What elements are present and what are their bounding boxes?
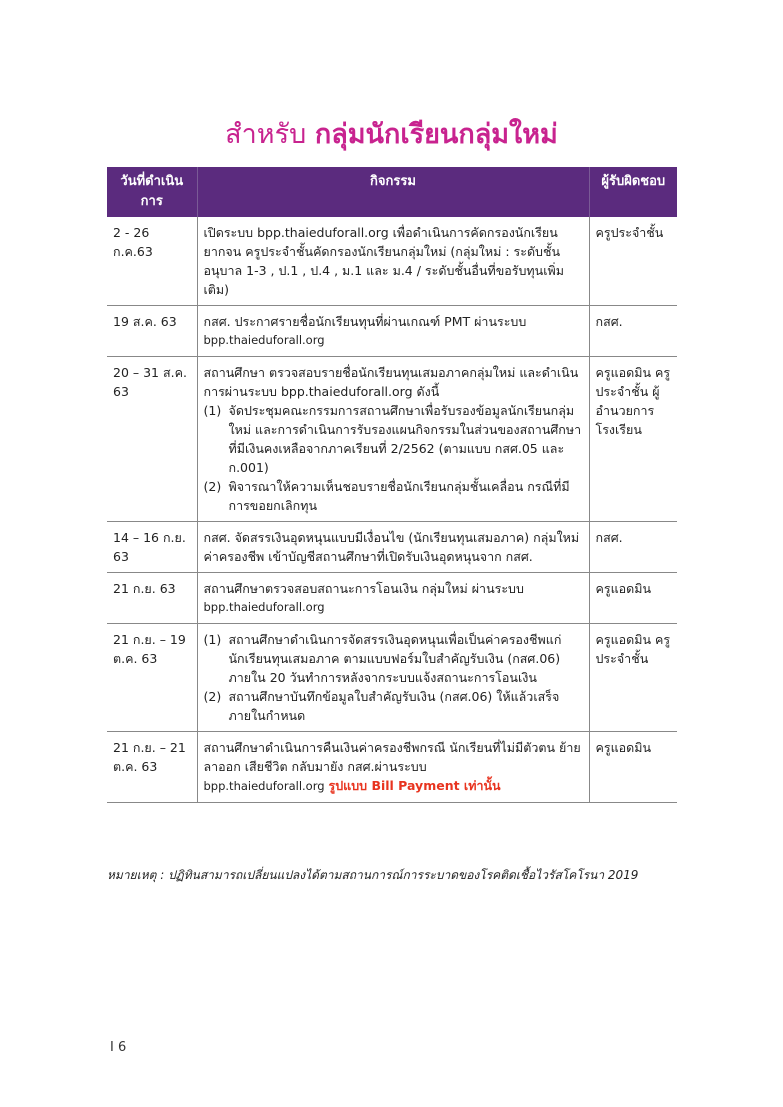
table-row bbox=[107, 624, 677, 732]
header-date: วันที่ดำเนินการ bbox=[107, 167, 197, 217]
activity-text: กสศ. ประกาศรายชื่อนักเรียนทุนที่ผ่านเกณฑ์ PMT ผ่านระบบ bbox=[203, 314, 527, 329]
row-date: 19 ส.ค. 63 bbox=[107, 306, 197, 357]
table-row bbox=[107, 306, 677, 357]
sub-item-text: สถานศึกษาบันทึกข้อมูลใบสำคัญรับเงิน (กสศ.06) ให้แล้วเสร็จภายในกำหนด bbox=[228, 689, 560, 723]
header-owner: ผู้รับผิดชอบ bbox=[589, 167, 677, 217]
sub-item-number: (1) bbox=[203, 403, 222, 418]
sub-item-text: พิจารณาให้ความเห็นชอบรายชื่อนักเรียนกลุ่มชั้นเคลื่อน กรณีที่มีการขอยกเลิกทุน bbox=[228, 479, 570, 513]
row-owner: ครูแอดมิน ครูประจำชั้น bbox=[589, 624, 677, 732]
row-date: 21 ก.ย. – 21 ต.ค. 63 bbox=[107, 732, 197, 803]
row-activity bbox=[197, 624, 589, 732]
activity-url: bpp.thaieduforall.org bbox=[203, 779, 325, 793]
sub-item-text: จัดประชุมคณะกรรมการสถานศึกษาเพื่อรับรองข้อมูลนักเรียนกลุ่มใหม่ และการดำเนินการรับรองแผนกิจกรรมในส่วนของสถานศึกษาที่มีเงินคงเหลือจากภาคเรียนที่ 2/2562 (ตามแบบ กสศ.05 และ ก.001) bbox=[228, 403, 582, 475]
row-owner: กสศ. bbox=[589, 306, 677, 357]
row-owner: ครูประจำชั้น bbox=[589, 217, 677, 306]
row-date: 14 – 16 ก.ย. 63 bbox=[107, 522, 197, 573]
row-date: 21 ก.ย. – 19 ต.ค. 63 bbox=[107, 624, 197, 732]
table-row bbox=[107, 217, 677, 306]
schedule-table bbox=[107, 167, 677, 803]
activity-text: สถานศึกษา ตรวจสอบรายชื่อนักเรียนทุนเสมอภาคกลุ่มใหม่ และดำเนินการผ่านระบบ bpp.thaieduforall.org ดังนี้ bbox=[203, 365, 579, 399]
table-row bbox=[107, 522, 677, 573]
header-activity: กิจกรรม bbox=[197, 167, 589, 217]
page-title bbox=[0, 112, 783, 155]
row-date: 20 – 31 ส.ค. 63 bbox=[107, 357, 197, 522]
title-prefix: สำหรับ bbox=[225, 119, 307, 150]
row-activity bbox=[197, 732, 589, 803]
row-date: 2 - 26 ก.ค.63 bbox=[107, 217, 197, 306]
row-owner: กสศ. bbox=[589, 522, 677, 573]
row-activity: กสศ. จัดสรรเงินอุดหนุนแบบมีเงื่อนไข (นักเรียนทุนเสมอภาค) กลุ่มใหม่ ค่าครองชีพ เข้าบัญชีสถานศึกษาที่เปิดรับเงินอุดหนุนจาก กสศ. bbox=[197, 522, 589, 573]
activity-text: สถานศึกษาตรวจสอบสถานะการโอนเงิน กลุ่มใหม่ ผ่านระบบ bbox=[203, 581, 524, 596]
row-activity: เปิดระบบ bpp.thaieduforall.org เพื่อดำเนินการคัดกรองนักเรียนยากจน ครูประจำชั้นคัดกรองนักเรียนกลุ่มใหม่ (กลุ่มใหม่ : ระดับชั้นอนุบาล 1-3 , ป.1 , ป.4 , ม.1 และ ม.4 / ระดับชั้นอื่นที่ขอรับทุนเพิ่มเติม) bbox=[197, 217, 589, 306]
table-row bbox=[107, 732, 677, 803]
sub-list bbox=[204, 630, 583, 725]
sub-item bbox=[204, 401, 583, 477]
table-header-row bbox=[107, 167, 677, 217]
sub-item bbox=[204, 630, 583, 687]
row-owner: ครูแอดมิน ครูประจำชั้น ผู้อำนวยการโรงเรียน bbox=[589, 357, 677, 522]
activity-url: bpp.thaieduforall.org bbox=[203, 333, 325, 347]
sub-item bbox=[204, 477, 583, 515]
row-activity bbox=[197, 306, 589, 357]
activity-url: bpp.thaieduforall.org bbox=[203, 600, 325, 614]
title-highlight: กลุ่มนักเรียนกลุ่มใหม่ bbox=[314, 119, 558, 150]
row-date: 21 ก.ย. 63 bbox=[107, 573, 197, 624]
table-row bbox=[107, 357, 677, 522]
sub-item-number: (1) bbox=[203, 632, 222, 647]
sub-item-number: (2) bbox=[203, 479, 222, 494]
sub-item-text: สถานศึกษาดำเนินการจัดสรรเงินอุดหนุนเพื่อเป็นค่าครองชีพแก่นักเรียนทุนเสมอภาค ตามแบบฟอร์มใบสำคัญรับเงิน (กสศ.06) ภายใน 20 วันทำการหลังจากระบบแจ้งสถานะการโอนเงิน bbox=[228, 632, 562, 685]
footnote: หมายเหตุ : ปฏิทินสามารถเปลี่ยนแปลงได้ตามสถานการณ์การระบาดของโรคติดเชื้อไวรัสโคโรนา 2019 bbox=[107, 868, 639, 882]
row-activity bbox=[197, 357, 589, 522]
table-row bbox=[107, 573, 677, 624]
sub-list bbox=[204, 401, 583, 515]
sub-item-number: (2) bbox=[203, 689, 222, 704]
row-owner: ครูแอดมิน bbox=[589, 732, 677, 803]
bill-payment-note: รูปแบบ Bill Payment เท่านั้น bbox=[328, 778, 501, 793]
row-activity bbox=[197, 573, 589, 624]
activity-text: สถานศึกษาดำเนินการคืนเงินค่าครองชีพกรณี นักเรียนที่ไม่มีตัวตน ย้าย ลาออก เสียชีวิต กลับมายัง กสศ.ผ่านระบบ bbox=[203, 740, 581, 774]
page-number: I 6 bbox=[110, 1040, 127, 1055]
sub-item bbox=[204, 687, 583, 725]
row-owner: ครูแอดมิน bbox=[589, 573, 677, 624]
